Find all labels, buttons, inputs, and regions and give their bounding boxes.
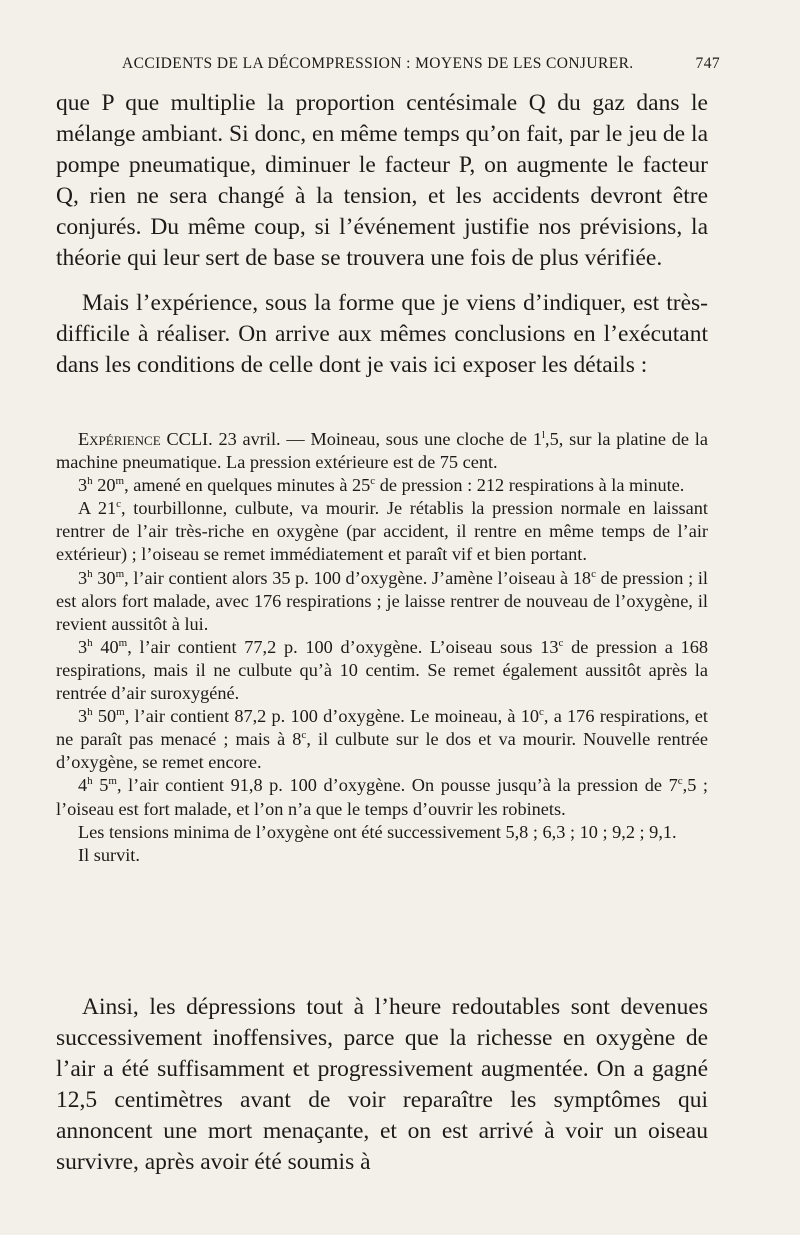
experiment-intro: Expérience CCLI. 23 avril. — Moineau, sous une cloche de 1$^l$,5, sur la platine de la machine pneumatique. La pression extérieure est de 75 cent. [56,429,708,473]
experiment-entry-1: 3$^h$ 20$^m$, amené en quelques minutes à 25$^c$ de pression : 212 respirations à la minute. [78,475,685,496]
experiment-entry-4: 3$^h$ 40$^m$, l’air contient 77,2 p. 100 d’oxygène. L’oiseau sous 13$^c$ de pression a 168 respirations, mais il ne culbute qu’à 10 centim. Se remet également aussitôt après la rentrée d’air suroxygéné. [56,636,708,704]
experiment-entry-6: 4$^h$ 5$^m$, l’air contient 91,8 p. 100 d’oxygène. On pousse jusqu’à la pression de 7$^c$,5 ; l’oiseau est fort malade, et l’on n’a que le temps d’ouvrir les robinets. [56,775,708,819]
experiment-summary: Les tensions minima de l’oxygène ont été successivement 5,8 ; 6,3 ; 10 ; 9,2 ; 9,1. [78,821,677,842]
experiment-label: Expérience [78,429,161,449]
experiment-outcome: Il survit. [78,844,140,865]
paragraph-1: que P que multiplie la proportion centésimale Q du gaz dans le mélange ambiant. Si donc, en même temps qu’on fait, par le jeu de la pompe pneumatique, diminuer le facteur P, on augmente le facteur Q, rien ne sera changé à la tension, et les accidents devront être conjurés. Du même coup, si l’événement justifie nos prévisions, la théorie qui leur sert de base se trouvera une fois de plus vérifiée. [56,90,708,271]
experiment-entry-2: A 21$^c$, tourbillonne, culbute, va mourir. Je rétablis la pression normale en laissant rentrer de l’air très-riche en oxygène (par accident, il rentre en même temps de l’air extérieur) ; l’oiseau se remet immédiatement et paraît vif et bien portant. [56,498,709,565]
page-number: 747 [695,55,720,72]
paragraph-3: Ainsi, les dépressions tout à l’heure redoutables sont devenues successivement inoffensives, parce que la richesse en oxygène de l’air a été suffisamment et progressivement augmentée. On a gagné 12,5 centimètres avant de voir reparaître les symptômes qui annoncent une mort menaçante, et on est arrivé à voir un oiseau survivre, après avoir été soumis à [56,994,708,1175]
experiment-entry-5: 3$^h$ 50$^m$, l’air contient 87,2 p. 100 d’oxygène. Le moineau, à 10$^c$, a 176 respirations, et ne paraît pas menacé ; mais à 8$^c$, il culbute sur le dos et va mourir. Nouvelle rentrée d’oxygène, se remet encore. [56,706,708,773]
experiment-entry-3: 3$^h$ 30$^m$, l’air contient alors 35 p. 100 d’oxygène. J’amène l’oiseau à 18$^c$ de pression ; il est alors fort malade, avec 176 respirations ; je laisse rentrer de nouveau de l’oxygène, il revient aussitôt à lui. [56,567,708,634]
running-head-title: ACCIDENTS DE LA DÉCOMPRESSION : MOYENS DE LES CONJURER. [122,55,634,72]
running-head [56,55,720,73]
paragraph-2: Mais l’expérience, sous la forme que je viens d’indiquer, est très-difficile à réaliser. On arrive aux mêmes conclusions en l’exécutant dans les conditions de celle dont je vais ici exposer les détails : [56,290,708,378]
experiment-block [56,428,708,867]
